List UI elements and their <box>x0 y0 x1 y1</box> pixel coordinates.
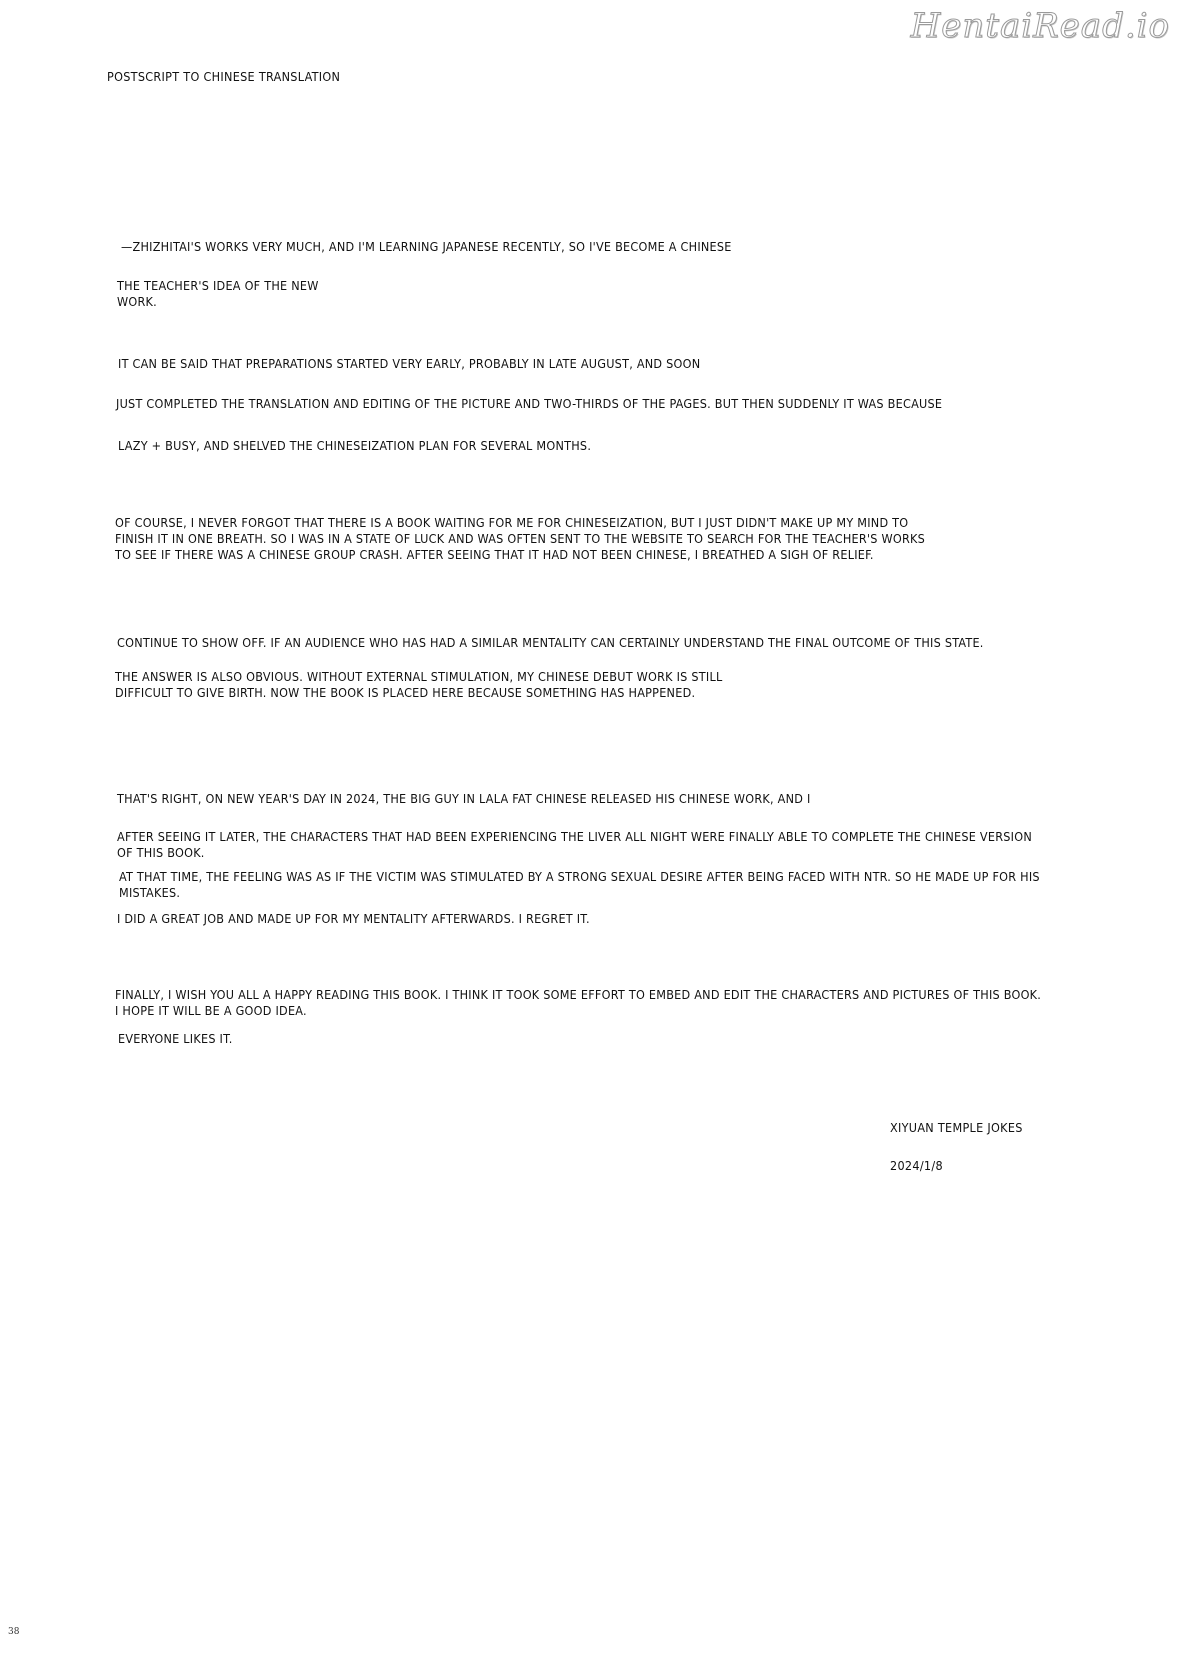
paragraph-8: THE ANSWER IS ALSO OBVIOUS. WITHOUT EXTERNAL STIMULATION, MY CHINESE DEBUT WORK IS STILL DIFFICULT TO GIVE BIRTH. NOW THE BOOK IS PLACED HERE BECAUSE SOMETHING HAS HAPPENED. <box>115 669 723 700</box>
paragraph-6: OF COURSE, I NEVER FORGOT THAT THERE IS A BOOK WAITING FOR ME FOR CHINESEIZATION, BUT I JUST DIDN'T MAKE UP MY MIND TO FINISH IT IN ONE BREATH. SO I WAS IN A STATE OF LUCK AND WAS OFTEN SENT TO THE WEBSITE TO SEARCH FOR THE TEACHER'S WORKS TO SEE IF THERE WAS A CHINESE GROUP CRASH. AFTER SEEING THAT IT HAD NOT BEEN CHINESE, I BREATHED A SIGH OF RELIEF. <box>115 515 926 562</box>
paragraph-9: THAT'S RIGHT, ON NEW YEAR'S DAY IN 2024, THE BIG GUY IN LALA FAT CHINESE RELEASED HIS CHINESE WORK, AND I <box>117 791 811 806</box>
paragraph-2: THE TEACHER'S IDEA OF THE NEW WORK. <box>117 278 319 309</box>
signature-author: XIYUAN TEMPLE JOKES <box>890 1120 1023 1135</box>
paragraph-10: AFTER SEEING IT LATER, THE CHARACTERS THAT HAD BEEN EXPERIENCING THE LIVER ALL NIGHT WERE FINALLY ABLE TO COMPLETE THE CHINESE VERSION OF THIS BOOK. <box>117 829 1032 860</box>
paragraph-12: I DID A GREAT JOB AND MADE UP FOR MY MENTALITY AFTERWARDS. I REGRET IT. <box>117 911 590 926</box>
paragraph-11: AT THAT TIME, THE FEELING WAS AS IF THE VICTIM WAS STIMULATED BY A STRONG SEXUAL DESIRE AFTER BEING FACED WITH NTR. SO HE MADE UP FOR HIS MISTAKES. <box>119 869 1040 900</box>
page-title: POSTSCRIPT TO CHINESE TRANSLATION <box>107 69 341 84</box>
paragraph-1: —ZHIZHITAI'S WORKS VERY MUCH, AND I'M LEARNING JAPANESE RECENTLY, SO I'VE BECOME A CHINESE <box>121 239 732 254</box>
paragraph-13: FINALLY, I WISH YOU ALL A HAPPY READING THIS BOOK. I THINK IT TOOK SOME EFFORT TO EMBED AND EDIT THE CHARACTERS AND PICTURES OF THIS BOOK. I HOPE IT WILL BE A GOOD IDEA. <box>115 987 1042 1018</box>
paragraph-7: CONTINUE TO SHOW OFF. IF AN AUDIENCE WHO HAS HAD A SIMILAR MENTALITY CAN CERTAINLY UNDERSTAND THE FINAL OUTCOME OF THIS STATE. <box>117 635 984 650</box>
paragraph-5: LAZY + BUSY, AND SHELVED THE CHINESEIZATION PLAN FOR SEVERAL MONTHS. <box>118 438 592 453</box>
paragraph-14: EVERYONE LIKES IT. <box>118 1031 233 1046</box>
signature-date: 2024/1/8 <box>890 1158 943 1173</box>
page-number: 38 <box>8 1627 20 1637</box>
paragraph-3: IT CAN BE SAID THAT PREPARATIONS STARTED VERY EARLY, PROBABLY IN LATE AUGUST, AND SOON <box>118 356 701 371</box>
watermark-logo: HentaiRead.io <box>910 6 1170 46</box>
paragraph-4: JUST COMPLETED THE TRANSLATION AND EDITING OF THE PICTURE AND TWO-THIRDS OF THE PAGES. BUT THEN SUDDENLY IT WAS BECAUSE <box>116 396 943 411</box>
